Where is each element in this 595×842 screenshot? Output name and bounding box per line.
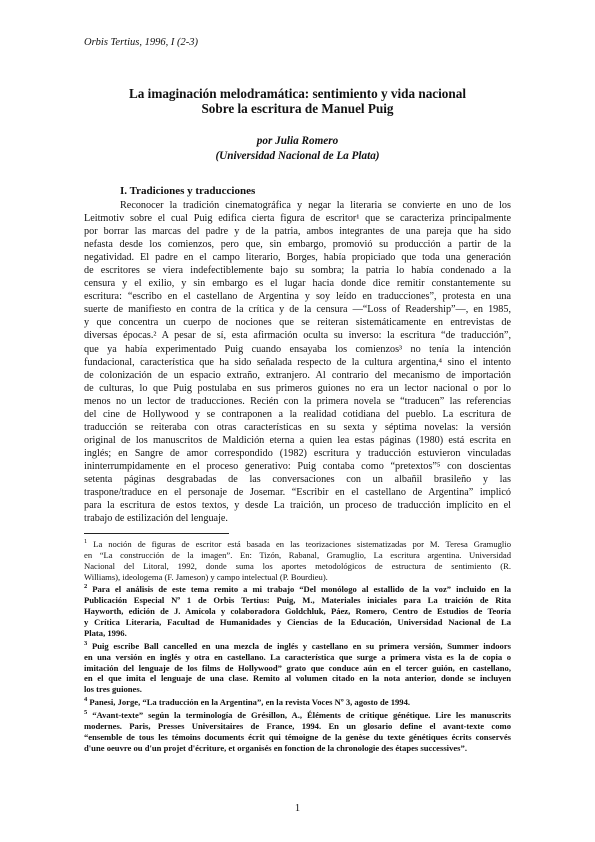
body-line: inglés; en Sangre de amor correspondido (1982) escritura y traducción estuvieron vinculadas bbox=[84, 447, 511, 459]
footnote-line bbox=[84, 708, 511, 721]
footnote-line bbox=[84, 639, 511, 652]
footnote-line bbox=[84, 628, 511, 639]
footnote-text: Nacional del Litoral, 1992, donde suma los aportes metodológicos de estructura de sentimiento (R. bbox=[84, 560, 511, 571]
footnote-text: Plata, 1996. bbox=[84, 627, 127, 638]
body-line: Reconocer la tradición cinematográfica y negar la literaria se convierte en uno de los bbox=[120, 200, 511, 211]
footnote-line bbox=[84, 561, 511, 572]
footnote-line bbox=[84, 684, 511, 695]
footnote-text: y Crítica Literaria, Facultad de Humanidades y Ciencias de la Educación, Universidad Nacional de La bbox=[84, 617, 511, 628]
body-line: por borrar las marcas del padre y de la patria, ambos integrantes de una pareja que ha sido bbox=[84, 226, 511, 238]
footnote-line bbox=[84, 537, 511, 550]
footnote bbox=[84, 708, 511, 753]
footnote-line bbox=[84, 582, 511, 595]
footnote-text: Publicación Especial Nº 1 de Orbis Tertius: Puig, M., Materiales iniciales para La traición de Rita bbox=[84, 595, 511, 606]
footnote-text: “Avant-texte” según la terminología de Grésillon, A., Éléments de critique génétique. Lire les manuscrits bbox=[92, 709, 511, 720]
footnote-number: 3 bbox=[84, 639, 88, 647]
footnote-text: en una versión en inglés y otra en castellano. La característica que surge a primera vista es la de copia o bbox=[84, 651, 511, 662]
author-affiliation: (Universidad Nacional de La Plata) bbox=[215, 150, 380, 162]
body-line: fundacional, característica que ha sido señalada respecto de la cultura argentina,⁴ sino el intento bbox=[84, 356, 511, 368]
footnote-line bbox=[84, 732, 511, 743]
footnote bbox=[84, 695, 511, 708]
body-line: menos no un lector de traducciones. Recién con la primera novela se “traducen” las referencias bbox=[84, 395, 511, 407]
body-line: Leitmotiv sobre el cual Puig edifica cierta figura de escritor¹ que se caracteriza principalmente bbox=[84, 213, 511, 225]
body-line: escritura: “escribo en el castellano de Argentina y soy leído en traducciones”, protesta en una bbox=[84, 291, 511, 303]
journal-header: Orbis Tertius, 1996, I (2-3) bbox=[84, 37, 198, 48]
footnote-line bbox=[84, 673, 511, 684]
footnote-line bbox=[84, 606, 511, 617]
footnote-number: 5 bbox=[84, 709, 88, 717]
body-line: trabajo de estilización del lenguaje. bbox=[84, 513, 228, 525]
footnote-line bbox=[84, 595, 511, 606]
footnote-text: modernes. Paris, Presses Universitaires de France, 1994. En un glosario define el avant-texte como bbox=[84, 720, 511, 731]
footnote-line bbox=[84, 721, 511, 732]
body-line: ininterrumpidamente en el proceso generativo: Puig contaba como “pretextos”⁵ con doscientas bbox=[84, 460, 511, 472]
body-line: de culturas, lo que Puig postulaba en sus primeros guiones no era un lector nacional o por lo bbox=[84, 382, 511, 394]
footnote-text: Puig escribe Ball cancelled en una mezcla de inglés y castellano en su primera versión, Summer indoors bbox=[91, 640, 511, 651]
footnote bbox=[84, 537, 511, 582]
author-name: por Julia Romero bbox=[256, 135, 339, 147]
article-title-line-1: La imaginación melodramática: sentimiento y vida nacional bbox=[128, 86, 466, 101]
body-line: suerte de manifiesto en contra de la crítica y de la censura —“Loss of Readership”—, en 1985, bbox=[84, 304, 511, 316]
footnote-line bbox=[84, 572, 511, 583]
body-line: original de los manuscritos de Maldición eterna a quien lea estas páginas (1980) está escrita en bbox=[84, 434, 511, 446]
body-line: para la escritura de estos textos, y desde La traición, un proceso de traducción implícito en el bbox=[84, 500, 511, 512]
footnote-number: 1 bbox=[84, 538, 88, 545]
body-line: censura y el exilio, y sin embargo es el lugar hacia donde dice remitir constantemente su bbox=[84, 278, 511, 290]
footnote-line bbox=[84, 617, 511, 628]
body-line: diversas épocas.² A pesar de sí, esta afirmación oculta su inverso: la escritura “de traducción”, bbox=[84, 330, 511, 342]
footnote-text: en el que imita el lenguaje de una clase. Remito al volumen citado en la nota anterior, donde se incluyen bbox=[84, 673, 511, 684]
footnote-text: d'une oeuvre ou d'un projet d'écriture, et organisés en fonction de la chronologie des étapes successives”. bbox=[84, 742, 467, 753]
body-line: y que concentra un cuerpo de nociones que se reiteran sistemáticamente en entrevistas de bbox=[84, 317, 511, 329]
footnote-number: 4 bbox=[84, 696, 88, 704]
footnote-line bbox=[84, 743, 511, 754]
body-line: setenta páginas desgrabadas de las conversaciones con un albañil brasileño y las bbox=[84, 473, 511, 485]
footnote-text: imitación del lenguaje de los films de Hollywood” grato que conduce aún en el tercer guión, en castellano, bbox=[84, 662, 511, 673]
footnote-line bbox=[84, 663, 511, 674]
footnote-text: La noción de figuras de escritor está basada en las teorizaciones sistematizadas por M. Teresa Gramuglio bbox=[93, 538, 511, 549]
footnote-line bbox=[84, 695, 511, 708]
body-line: negatividad. El padre en el campo literario, Borges, había propiciado que toda una generación bbox=[84, 252, 511, 264]
footnote-text: Williams), ideologema (F. Jameson) y campo intelectual (P. Bourdieu). bbox=[84, 571, 328, 582]
footnote-text: los tres guiones. bbox=[84, 684, 142, 695]
footnote-number: 2 bbox=[84, 583, 88, 591]
body-line: del cine de Hollywood y se contraponen a la realidad cotidiana del pueblo. La escritura de bbox=[84, 408, 511, 420]
body-line: traducción se reiteraba con otras características en su sexta y séptima novelas: la versión bbox=[84, 421, 511, 433]
footnote-text: en “La construcción de la imagen”. En: Tizón, Rabanal, Gramuglio, La escritura argentina. Universidad bbox=[84, 549, 511, 560]
footnote bbox=[84, 582, 511, 638]
footnote-text: Panesi, Jorge, “La traducción en la Argentina”, en la revista Voces Nº 3, agosto de 1994. bbox=[89, 697, 411, 708]
footnote bbox=[84, 639, 511, 695]
body-line: de colonización de un espacio extraño, extranjero. Al contrario del mecanismo de importación bbox=[84, 369, 511, 381]
footnote-text: “ensemble de tous les témoins documents écrit qui témoigne de la genèse du texte génétiques écrits conservés bbox=[84, 731, 511, 742]
article-title-line-2: Sobre la escritura de Manuel Puig bbox=[201, 101, 394, 116]
body-text bbox=[84, 199, 511, 525]
body-line: que ya había experimentado Puig cuando ensayaba los comienzos³ no tenía la intención bbox=[84, 343, 511, 355]
body-line: traspone/traduce en el personaje de Josemar. “Escribir en el castellano de Argentina” implicó bbox=[84, 487, 511, 499]
footnote-text: Para el análisis de este tema remito a mi trabajo “Del monólogo al estallido de la voz” incluido en la bbox=[92, 584, 511, 595]
footnote-separator bbox=[84, 533, 229, 534]
body-line: nefasta desde los comienzos, pero que, sin embargo, promovió su producción a partir de la bbox=[84, 239, 511, 251]
footnotes bbox=[84, 537, 511, 754]
section-heading: I. Tradiciones y traducciones bbox=[120, 185, 256, 197]
body-line: de escritores se viera indefectiblemente bajo su sombra; la patria lo había condenado a la bbox=[84, 265, 511, 277]
footnote-line bbox=[84, 550, 511, 561]
footnote-line bbox=[84, 652, 511, 663]
footnote-text: Hayworth, edición de J. Amícola y colaboradora Goldchluk, Páez, Romero, Centro de Estudios de Teoría bbox=[84, 606, 511, 617]
page-number: 1 bbox=[294, 803, 301, 814]
